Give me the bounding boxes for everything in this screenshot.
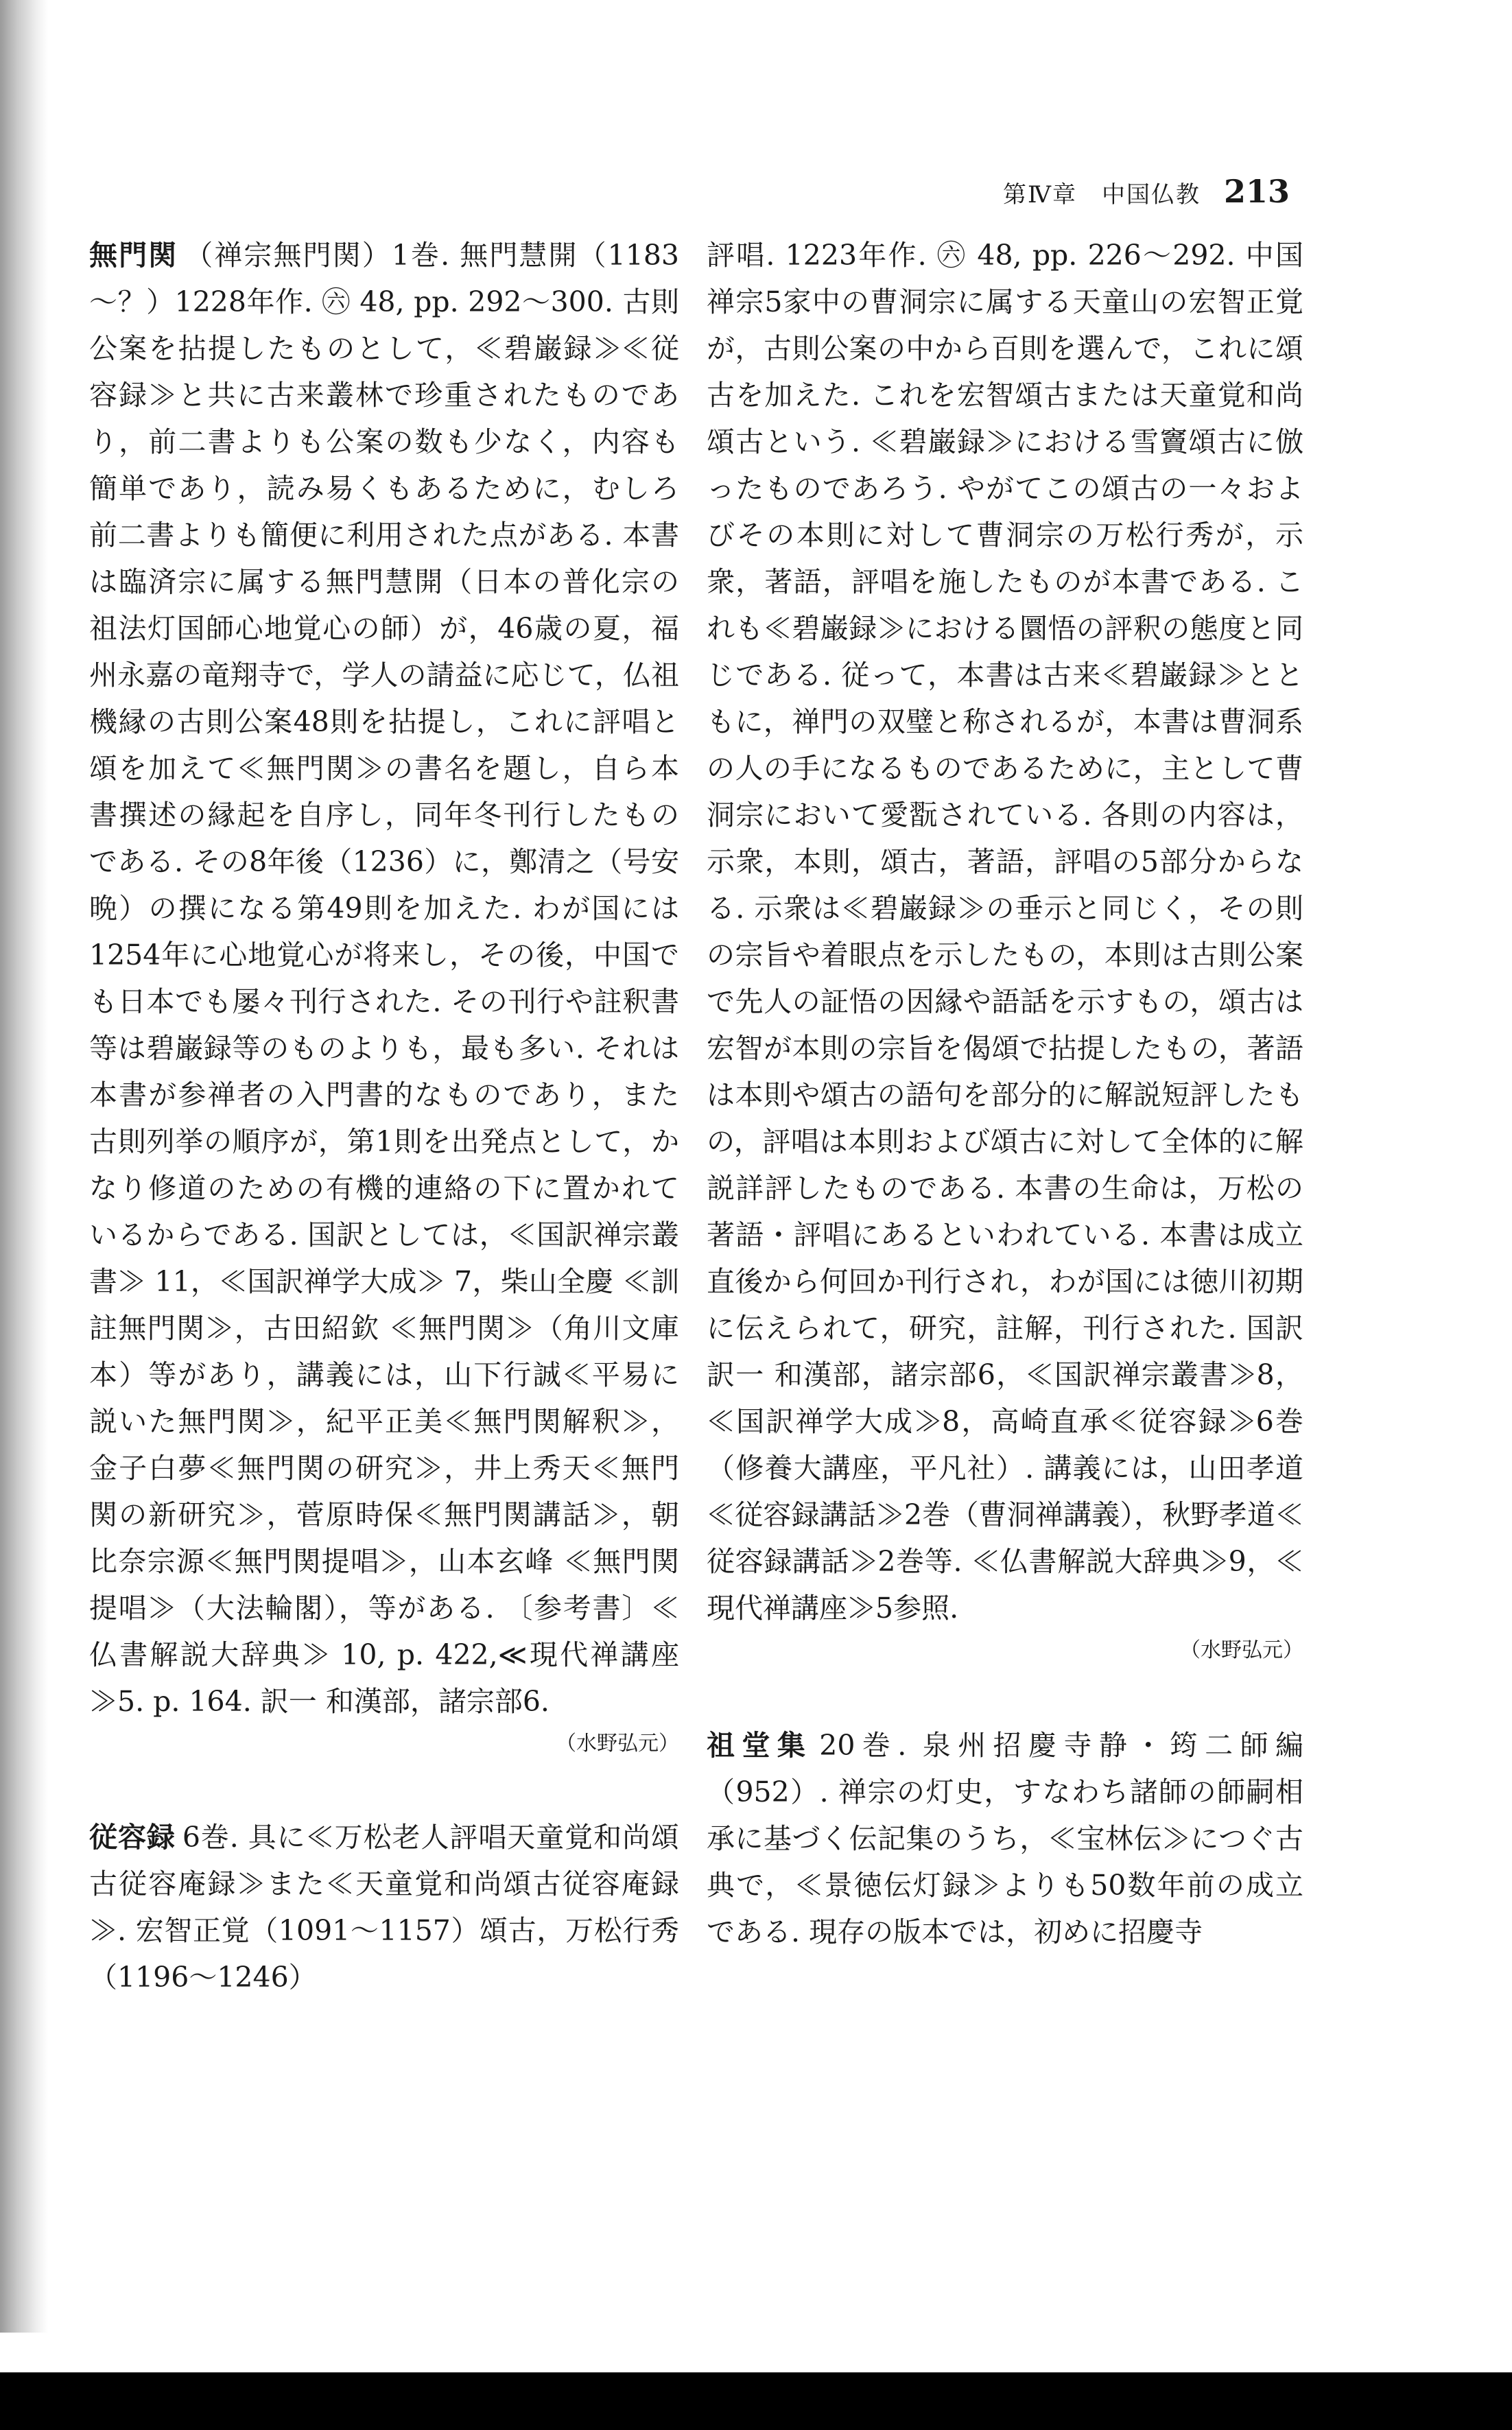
page-edge-shadow [0,0,48,2333]
entry-text: 20巻. 泉州招慶寺静・筠二師編（952）. 禅宗の灯史，すなわち諸師の師嗣相承に基づく伝記集のうち，≪宝林伝≫につぐ古典で，≪景徳伝灯録≫よりも50数年前の成立である. 現存の版本では，初めに招慶寺 [707,1729,1303,1948]
running-head [947,173,1290,214]
chapter-title: 第Ⅳ章 中国仏教 [1003,181,1201,209]
entry-shoyoroku-continued [707,232,1303,1670]
entry-text: 評唱. 1223年作. ㊅ 48, pp. 226～292. 中国禅宗5家中の曹洞宗に属する天童山の宏智正覚が，古則公案の中から百則を選んで，これに頌古を加えた. これを宏智頌古または天童覚和尚頌古という. ≪碧巌録≫における雪竇頌古に倣ったものであろう. やがてこの頌古の一々およびその本則に対して曹洞宗の万松行秀が，示衆，著語，評唱を施したものが本書である. これも≪碧巌録≫における圜悟の評釈の態度と同じである. 従って，本書は古来≪碧巌録≫とともに，禅門の双璧と称されるが，本書は曹洞系の人の手になるものであるために，主として曹洞宗において愛翫されている. 各則の内容は，示衆，本則，頌古，著語，評唱の5部分からなる. 示衆は≪碧巌録≫の垂示と同じく，その則の宗旨や着眼点を示したもの，本則は古則公案で先人の証悟の因縁や語話を示すもの，頌古は宏智が本則の宗旨を偈頌で拈提したもの，著語は本則や頌古の語句を部分的に解説短評したもの，評唱は本則および頌古に対して全体的に解説詳評したものである. 本書の生命は，万松の著語・評唱にあるといわれている. 本書は成立直後から何回か刊行され，わが国には徳川初期に伝えられて，研究，註解，刊行された. 国訳 訳一 和漢部，諸宗部6，≪国訳禅宗叢書≫8，≪国訳禅学大成≫8，高崎直承≪従容録≫6巻（修養大講座，平凡社）. 講義には，山田孝道≪従容録講話≫2巻（曹洞禅講義），秋野孝道≪従容録講話≫2巻等. ≪仏書解説大辞典≫9，≪現代禅講座≫5参照. [707,239,1303,1625]
entry-headword: 無門関 [89,239,178,272]
entry-author: （水野弘元） [556,1732,679,1756]
entry-text: 6巻. 具に≪万松老人評唱天童覚和尚頌古従容庵録≫また≪天童覚和尚頌古従容庵録≫. 宏智正覚（1091～1157）頌古，万松行秀（1196～1246） [89,1821,679,1994]
left-column [89,232,679,2001]
entry-author: （水野弘元） [1180,1638,1303,1662]
entry-paragraph [89,232,679,1725]
right-column [707,232,1303,1955]
entry-sodoshu [707,1722,1303,1955]
entry-spacer [89,1763,679,1814]
entry-paragraph [707,1722,1303,1955]
scan-bottom-band [0,2372,1512,2430]
entry-headword: 従容録 [89,1821,176,1854]
entry-paragraph [89,1814,679,2001]
entry-mumonkan [89,232,679,1763]
entry-headword: 祖堂集 [707,1729,813,1762]
page-number: 213 [1223,173,1290,210]
entry-shoyoroku [89,1814,679,2001]
entry-text: （禅宗無門関）1巻. 無門慧開（1183～？）1228年作. ㊅ 48, pp. 292～300. 古則公案を拈提したものとして，≪碧巌録≫≪従容録≫と共に古来叢林で珍重されたものであり，前二書よりも公案の数も少なく，内容も簡単であり，読み易くもあるために，むしろ前二書よりも簡便に利用された点がある. 本書は臨済宗に属する無門慧開（日本の普化宗の祖法灯国師心地覚心の師）が，46歳の夏，福州永嘉の竜翔寺で，学人の請益に応じて，仏祖機縁の古則公案48則を拈提し，これに評唱と頌を加えて≪無門関≫の書名を題し，自ら本書撰述の縁起を自序し，同年冬刊行したものである. その8年後（1236）に，鄭清之（号安晩）の撰になる第49則を加えた. わが国には1254年に心地覚心が将来し，その後，中国でも日本でも屡々刊行された. その刊行や註釈書等は碧巌録等のものよりも，最も多い. それは本書が参禅者の入門書的なものであり，また古則列挙の順序が，第1則を出発点として，かなり修道のための有機的連絡の下に置かれているからである. 国訳としては，≪国訳禅宗叢書≫ 11，≪国訳禅学大成≫ 7，柴山全慶 ≪訓註無門関≫，古田紹欽 ≪無門関≫（角川文庫本）等があり，講義には，山下行誠≪平易に説いた無門関≫，紀平正美≪無門関解釈≫，金子白夢≪無門関の研究≫，井上秀天≪無門関の新研究≫，菅原時保≪無門関講話≫，朝比奈宗源≪無門関提唱≫，山本玄峰 ≪無門関提唱≫（大法輪閣），等がある. 〔参考書〕≪仏書解説大辞典≫ 10, p. 422,≪現代禅講座≫5. p. 164. 訳一 和漢部，諸宗部6. [89,239,680,1718]
entry-spacer [707,1670,1303,1722]
